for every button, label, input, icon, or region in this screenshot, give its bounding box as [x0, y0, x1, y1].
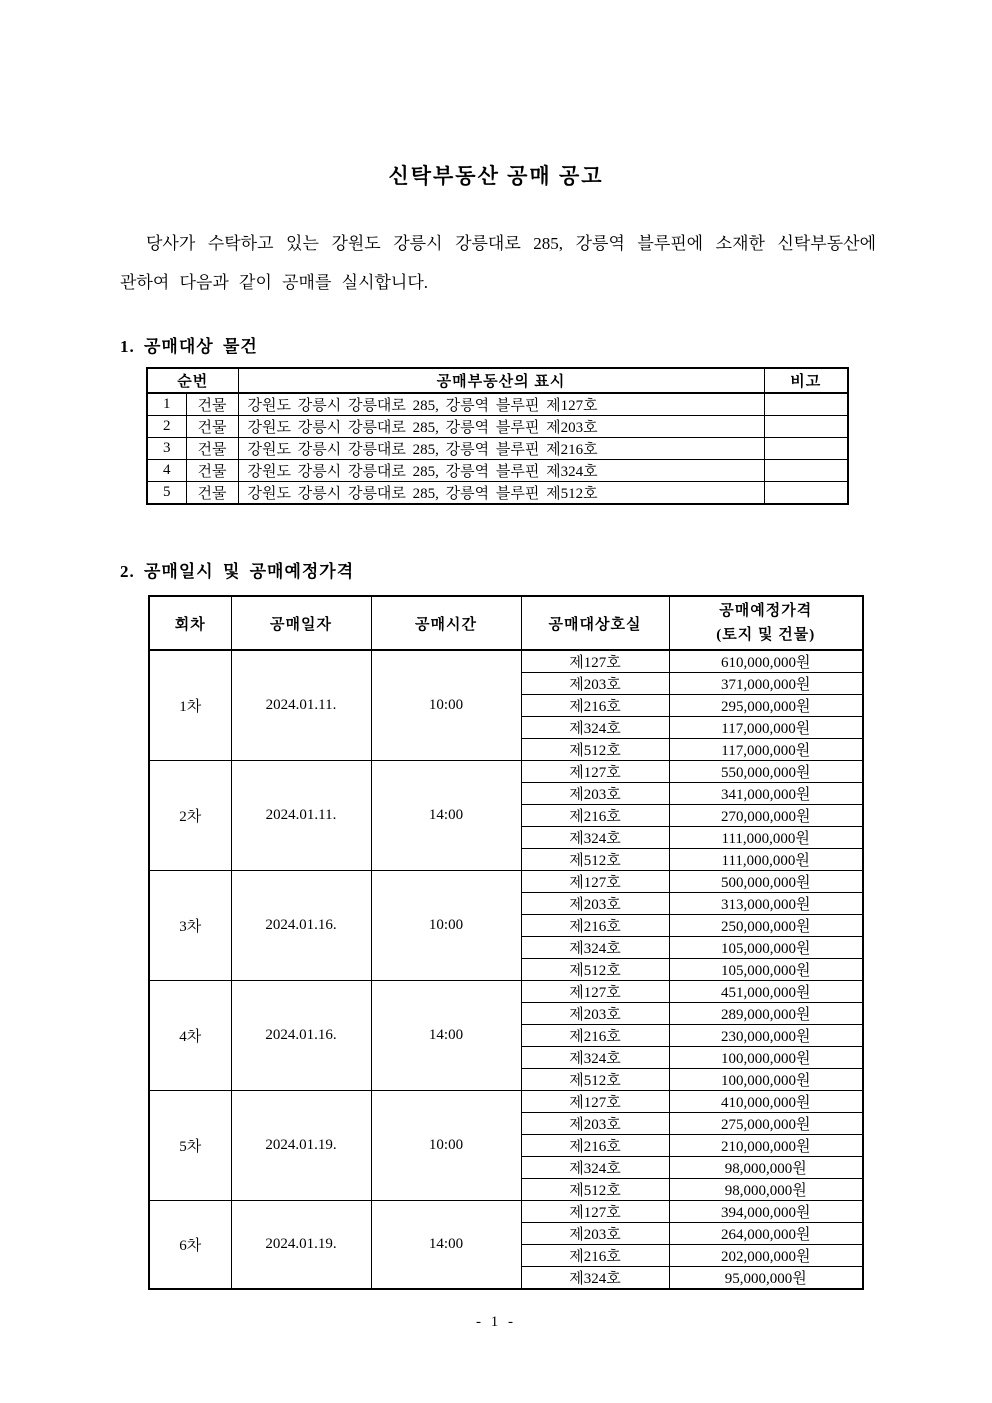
table-row [147, 416, 848, 438]
note-cell [764, 482, 848, 505]
room-cell: 제512호 [521, 1179, 669, 1201]
price-cell: 371,000,000원 [669, 673, 863, 695]
intro-paragraph: 당사가 수탁하고 있는 강원도 강릉시 강릉대로 285, 강릉역 블루핀에 소재한 신탁부동산에 관하여 다음과 같이 공매를 실시합니다. [120, 234, 876, 292]
auction-time-cell: 14:00 [371, 761, 521, 871]
price-cell: 210,000,000원 [669, 1135, 863, 1157]
price-cell: 98,000,000원 [669, 1179, 863, 1201]
room-cell: 제216호 [521, 1245, 669, 1267]
property-desc-cell: 강원도 강릉시 강릉대로 285, 강릉역 블루핀 제324호 [238, 460, 764, 482]
auction-date-cell: 2024.01.16. [231, 981, 371, 1091]
room-cell: 제324호 [521, 1267, 669, 1290]
table-header-row [147, 368, 848, 393]
price-cell: 111,000,000원 [669, 849, 863, 871]
round-cell: 1차 [149, 650, 231, 761]
item-no-cell: 2 [147, 416, 186, 438]
page-number: - 1 - [476, 1314, 516, 1330]
room-cell: 제203호 [521, 1113, 669, 1135]
room-cell: 제324호 [521, 1047, 669, 1069]
room-cell: 제216호 [521, 915, 669, 937]
col-header-note: 비고 [764, 368, 848, 393]
room-cell: 제216호 [521, 805, 669, 827]
room-cell: 제203호 [521, 1003, 669, 1025]
section1-heading: 1. 공매대상 물건 [120, 337, 258, 356]
col-header-room: 공매대상호실 [521, 596, 669, 650]
auction-date-cell: 2024.01.16. [231, 871, 371, 981]
round-cell: 6차 [149, 1201, 231, 1290]
auction-date-cell: 2024.01.11. [231, 650, 371, 761]
round-cell: 3차 [149, 871, 231, 981]
room-cell: 제203호 [521, 783, 669, 805]
price-cell: 410,000,000원 [669, 1091, 863, 1113]
table-row [149, 761, 863, 783]
price-cell: 98,000,000원 [669, 1157, 863, 1179]
auction-schedule-price-table [148, 595, 864, 1290]
item-type-cell: 건물 [186, 438, 238, 460]
table-row [149, 1091, 863, 1113]
section2-heading: 2. 공매일시 및 공매예정가격 [120, 562, 355, 581]
room-cell: 제127호 [521, 981, 669, 1003]
price-cell: 117,000,000원 [669, 717, 863, 739]
property-desc-cell: 강원도 강릉시 강릉대로 285, 강릉역 블루핀 제216호 [238, 438, 764, 460]
price-cell: 95,000,000원 [669, 1267, 863, 1290]
price-cell: 100,000,000원 [669, 1047, 863, 1069]
col-header-price-line2: (토지 및 건물) [716, 627, 816, 643]
room-cell: 제512호 [521, 959, 669, 981]
price-cell: 270,000,000원 [669, 805, 863, 827]
price-cell: 202,000,000원 [669, 1245, 863, 1267]
property-desc-cell: 강원도 강릉시 강릉대로 285, 강릉역 블루핀 제203호 [238, 416, 764, 438]
room-cell: 제324호 [521, 937, 669, 959]
price-cell: 500,000,000원 [669, 871, 863, 893]
note-cell [764, 438, 848, 460]
table-row [147, 482, 848, 505]
col-header-price [669, 596, 863, 650]
note-cell [764, 416, 848, 438]
auction-date-cell: 2024.01.19. [231, 1091, 371, 1201]
table-row [149, 1201, 863, 1223]
price-cell: 610,000,000원 [669, 650, 863, 673]
price-cell: 451,000,000원 [669, 981, 863, 1003]
auction-time-cell: 14:00 [371, 981, 521, 1091]
col-header-desc: 공매부동산의 표시 [238, 368, 764, 393]
property-desc-cell: 강원도 강릉시 강릉대로 285, 강릉역 블루핀 제512호 [238, 482, 764, 505]
price-cell: 289,000,000원 [669, 1003, 863, 1025]
room-cell: 제216호 [521, 1135, 669, 1157]
table-row [149, 981, 863, 1003]
auction-property-table [146, 367, 849, 505]
room-cell: 제127호 [521, 871, 669, 893]
room-cell: 제127호 [521, 1091, 669, 1113]
col-header-no: 순번 [147, 368, 238, 393]
room-cell: 제216호 [521, 1025, 669, 1047]
price-cell: 105,000,000원 [669, 959, 863, 981]
price-cell: 275,000,000원 [669, 1113, 863, 1135]
item-type-cell: 건물 [186, 393, 238, 416]
auction-date-cell: 2024.01.11. [231, 761, 371, 871]
price-cell: 100,000,000원 [669, 1069, 863, 1091]
table-row [147, 438, 848, 460]
item-type-cell: 건물 [186, 416, 238, 438]
table-row [149, 650, 863, 673]
room-cell: 제127호 [521, 650, 669, 673]
room-cell: 제512호 [521, 849, 669, 871]
item-no-cell: 1 [147, 393, 186, 416]
col-header-time: 공매시간 [371, 596, 521, 650]
auction-time-cell: 14:00 [371, 1201, 521, 1290]
document-title: 신탁부동산 공매 공고 [388, 164, 604, 188]
room-cell: 제203호 [521, 1223, 669, 1245]
item-no-cell: 3 [147, 438, 186, 460]
round-cell: 4차 [149, 981, 231, 1091]
round-cell: 2차 [149, 761, 231, 871]
room-cell: 제203호 [521, 673, 669, 695]
price-cell: 295,000,000원 [669, 695, 863, 717]
price-cell: 111,000,000원 [669, 827, 863, 849]
room-cell: 제127호 [521, 1201, 669, 1223]
table-row [147, 393, 848, 416]
room-cell: 제324호 [521, 1157, 669, 1179]
item-no-cell: 4 [147, 460, 186, 482]
price-cell: 550,000,000원 [669, 761, 863, 783]
price-cell: 250,000,000원 [669, 915, 863, 937]
auction-time-cell: 10:00 [371, 871, 521, 981]
price-cell: 117,000,000원 [669, 739, 863, 761]
price-cell: 313,000,000원 [669, 893, 863, 915]
price-cell: 264,000,000원 [669, 1223, 863, 1245]
auction-time-cell: 10:00 [371, 650, 521, 761]
round-cell: 5차 [149, 1091, 231, 1201]
col-header-round: 회차 [149, 596, 231, 650]
room-cell: 제512호 [521, 739, 669, 761]
property-desc-cell: 강원도 강릉시 강릉대로 285, 강릉역 블루핀 제127호 [238, 393, 764, 416]
price-cell: 105,000,000원 [669, 937, 863, 959]
room-cell: 제324호 [521, 717, 669, 739]
col-header-price-line1: 공매예정가격 [719, 603, 813, 619]
note-cell [764, 393, 848, 416]
item-no-cell: 5 [147, 482, 186, 505]
price-cell: 394,000,000원 [669, 1201, 863, 1223]
price-cell: 230,000,000원 [669, 1025, 863, 1047]
table-row [147, 460, 848, 482]
auction-time-cell: 10:00 [371, 1091, 521, 1201]
table-header-row [149, 596, 863, 650]
room-cell: 제203호 [521, 893, 669, 915]
price-cell: 341,000,000원 [669, 783, 863, 805]
item-type-cell: 건물 [186, 482, 238, 505]
note-cell [764, 460, 848, 482]
room-cell: 제127호 [521, 761, 669, 783]
room-cell: 제512호 [521, 1069, 669, 1091]
table-row [149, 871, 863, 893]
room-cell: 제216호 [521, 695, 669, 717]
col-header-date: 공매일자 [231, 596, 371, 650]
room-cell: 제324호 [521, 827, 669, 849]
item-type-cell: 건물 [186, 460, 238, 482]
auction-date-cell: 2024.01.19. [231, 1201, 371, 1290]
